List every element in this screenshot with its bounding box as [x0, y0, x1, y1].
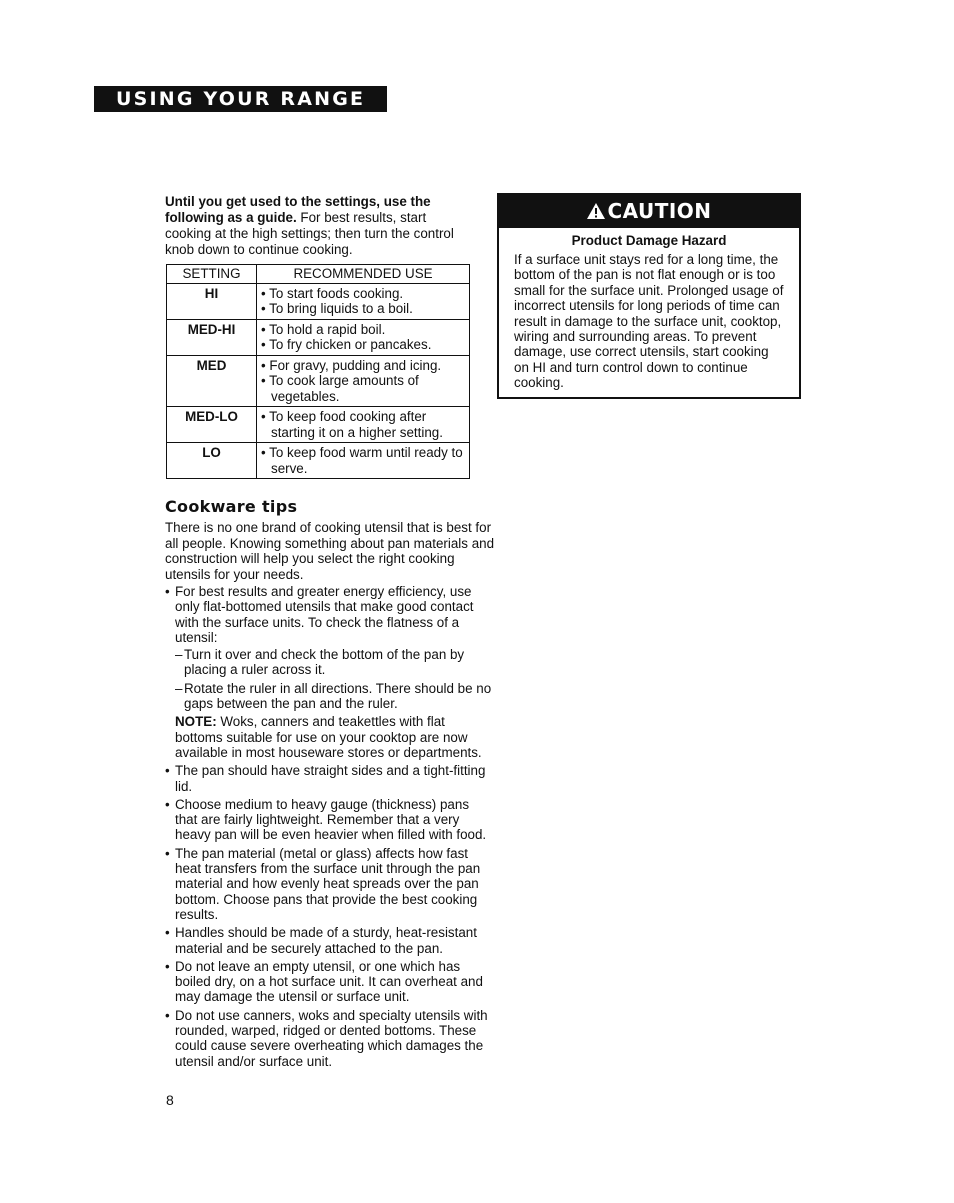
warning-triangle-icon — [586, 202, 606, 220]
setting-cell: LO — [167, 443, 257, 479]
flatness-steps — [175, 647, 495, 711]
page-number: 8 — [166, 1092, 174, 1108]
list-item: – Rotate the ruler in all directions. There should be no gaps between the pan and the ruler. — [175, 681, 495, 712]
table-row — [167, 283, 470, 319]
table-header-row — [167, 265, 470, 284]
intro-lead: Until you get used to the settings, use the following as a guide. — [165, 194, 431, 225]
list-item: • Do not use canners, woks and specialty utensils with rounded, warped, ridged or dented bottoms. These could cause severe overheating which damages the utensil and/or surface unit. — [165, 1008, 495, 1069]
caution-title: CAUTION — [607, 199, 712, 223]
list-item: • The pan material (metal or glass) affects how fast heat transfers from the surface unit through the pan material and how evenly heat spreads over the pan bottom. Choose pans that provide the best cooking results. — [165, 846, 495, 922]
settings-table — [166, 264, 470, 479]
use-column-header: RECOMMENDED USE — [257, 265, 470, 284]
list-item — [165, 584, 495, 760]
list-item: • The pan should have straight sides and a tight-fitting lid. — [165, 763, 495, 794]
use-line: • To fry chicken or pancakes. — [261, 337, 432, 352]
tip-text: For best results and greater energy efficiency, use only flat-bottomed utensils that make good contact with the surface units. To check the flatness of a utensil: — [175, 584, 474, 645]
intro-paragraph — [165, 194, 470, 258]
note — [175, 714, 495, 760]
list-item: • Choose medium to heavy gauge (thickness) pans that are fairly lightweight. Remember that a very heavy pan will be even heavier when filled with food. — [165, 797, 495, 843]
use-line: • To cook large amounts of vegetables. — [261, 373, 419, 404]
caution-body: If a surface unit stays red for a long time, the bottom of the pan is not flat enough or is too small for the surface unit. Prolonged usage of incorrect utensils for long periods of time can result in damage to the surface unit, cooktop, wiring and surrounding areas. To prevent damage, use correct utensils, start cooking on HI and turn control down to continue cooking. — [514, 252, 784, 391]
note-text: Woks, canners and teakettles with flat bottoms suitable for use on your cooktop are now available in most houseware stores or departments. — [175, 714, 482, 760]
recommended-use-cell — [257, 443, 470, 479]
left-column — [165, 194, 495, 1072]
table-row — [167, 355, 470, 407]
use-line: • To keep food cooking after starting it on a higher setting. — [261, 409, 443, 440]
recommended-use-cell — [257, 407, 470, 443]
setting-cell: MED-HI — [167, 319, 257, 355]
list-item: – Turn it over and check the bottom of the pan by placing a ruler across it. — [175, 647, 495, 678]
use-line: • To bring liquids to a boil. — [261, 301, 413, 316]
section-header: USING YOUR RANGE — [94, 86, 387, 112]
list-item: • Do not leave an empty utensil, or one which has boiled dry, on a hot surface unit. It can overheat and may damage the utensil or surface unit. — [165, 959, 495, 1005]
use-line: • To start foods cooking. — [261, 285, 404, 301]
caution-box — [497, 193, 801, 399]
use-line: • To keep food warm until ready to serve. — [261, 445, 463, 476]
use-line: • For gravy, pudding and icing. — [261, 357, 442, 373]
recommended-use-cell — [257, 355, 470, 407]
setting-column-header: SETTING — [167, 265, 257, 284]
recommended-use-cell — [257, 283, 470, 319]
cookware-intro: There is no one brand of cooking utensil that is best for all people. Knowing something about pan materials and construction will help you select the right cooking utensils for your needs. — [165, 520, 495, 582]
setting-cell: MED — [167, 355, 257, 407]
caution-header — [499, 195, 799, 228]
list-item: • Handles should be made of a sturdy, heat-resistant material and be securely attached to the pan. — [165, 925, 495, 956]
use-line: • To hold a rapid boil. — [261, 321, 386, 337]
intro-rest: For best results, start cooking at the high settings; then turn the control knob down to continue cooking. — [165, 210, 454, 257]
setting-cell: MED-LO — [167, 407, 257, 443]
cookware-tips-list — [165, 584, 495, 1069]
table-row — [167, 407, 470, 443]
table-row — [167, 319, 470, 355]
setting-cell: HI — [167, 283, 257, 319]
caution-subtitle: Product Damage Hazard — [571, 233, 727, 248]
cookware-title: Cookware tips — [165, 497, 298, 516]
note-label: NOTE: — [175, 714, 217, 730]
recommended-use-cell — [257, 319, 470, 355]
table-row — [167, 443, 470, 479]
